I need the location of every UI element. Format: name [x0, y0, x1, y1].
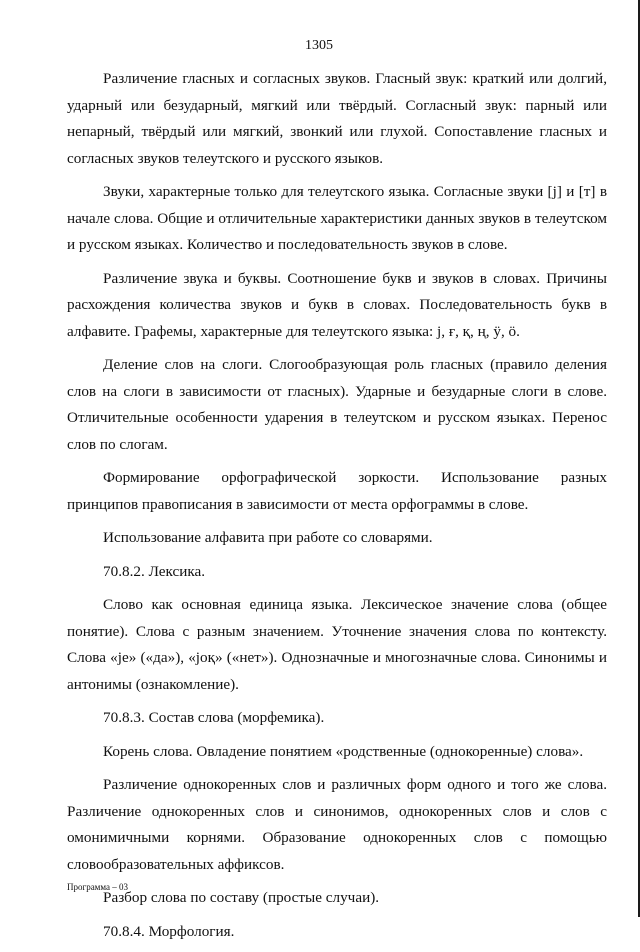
paragraph-syllables: Деление слов на слоги. Слогообразующая роль гласных (правило деления слов на слоги в зависимости от гласных). Ударные и безударные слоги в слове. Отличительные особенности ударения в телеутском и русском языках. Перенос слов по слогам.	[67, 356, 607, 453]
paragraph-alphabet: Использование алфавита при работе со словарями.	[103, 529, 433, 546]
body-text	[67, 66, 607, 952]
section-heading-lexicon: 70.8.2. Лексика.	[103, 562, 206, 580]
page-number: 1305	[305, 38, 333, 53]
paragraph-vowels-consonants: Различение гласных и согласных звуков. Гласный звук: краткий или долгий, ударный или безударный, мягкий или твёрдый. Согласный звук: парный или непарный, твёрдый или мягкий, звонкий или глухой. Сопоставление гласных и согласных звуков телеутского и русского языков.	[67, 70, 607, 167]
paragraph-root: Корень слова. Овладение понятием «родственные (однокоренные) слова».	[103, 742, 584, 760]
paragraph-sounds-letters: Различение звука и буквы. Соотношение букв и звуков в словах. Причины расхождения количества звуков и букв в словах. Последовательность букв в алфавите. Графемы, характерные для телеутского языка: j, ғ, қ, ң, ӱ, ӧ.	[67, 269, 607, 340]
paragraph-teleut-sounds: Звуки, характерные только для телеутского языка. Согласные звуки [j] и [т] в начале слова. Общие и отличительные характеристики данных звуков в телеутском и русском языках. Количество и последовательность звуков в слове.	[67, 183, 607, 253]
paragraph-word-forms: Различение однокоренных слов и различных форм одного и того же слова. Различение однокоренных слов и синонимов, однокоренных слов и слов с омонимичными корнями. Образование однокоренных слов с помощью словообразовательных аффиксов.	[67, 776, 607, 873]
paragraph-orthography: Формирование орфографической зоркости. Использование разных принципов правописания в зависимости от места орфограммы в слове.	[67, 469, 607, 513]
paragraph-lexicon: Слово как основная единица языка. Лексическое значение слова (общее понятие). Слова с разным значением. Уточнение значения слова по контексту. Слова «jе» («да»), «jоқ» («нет»). Однозначные и многозначные слова. Синонимы и антонимы (ознакомление).	[67, 596, 607, 693]
section-heading-morphemics: 70.8.3. Состав слова (морфемика).	[103, 709, 325, 726]
footer-label: Программа – 03	[67, 882, 129, 892]
paragraph-word-parsing: Разбор слова по составу (простые случаи).	[103, 889, 380, 906]
section-heading-morphology: 70.8.4. Морфология.	[103, 922, 235, 940]
